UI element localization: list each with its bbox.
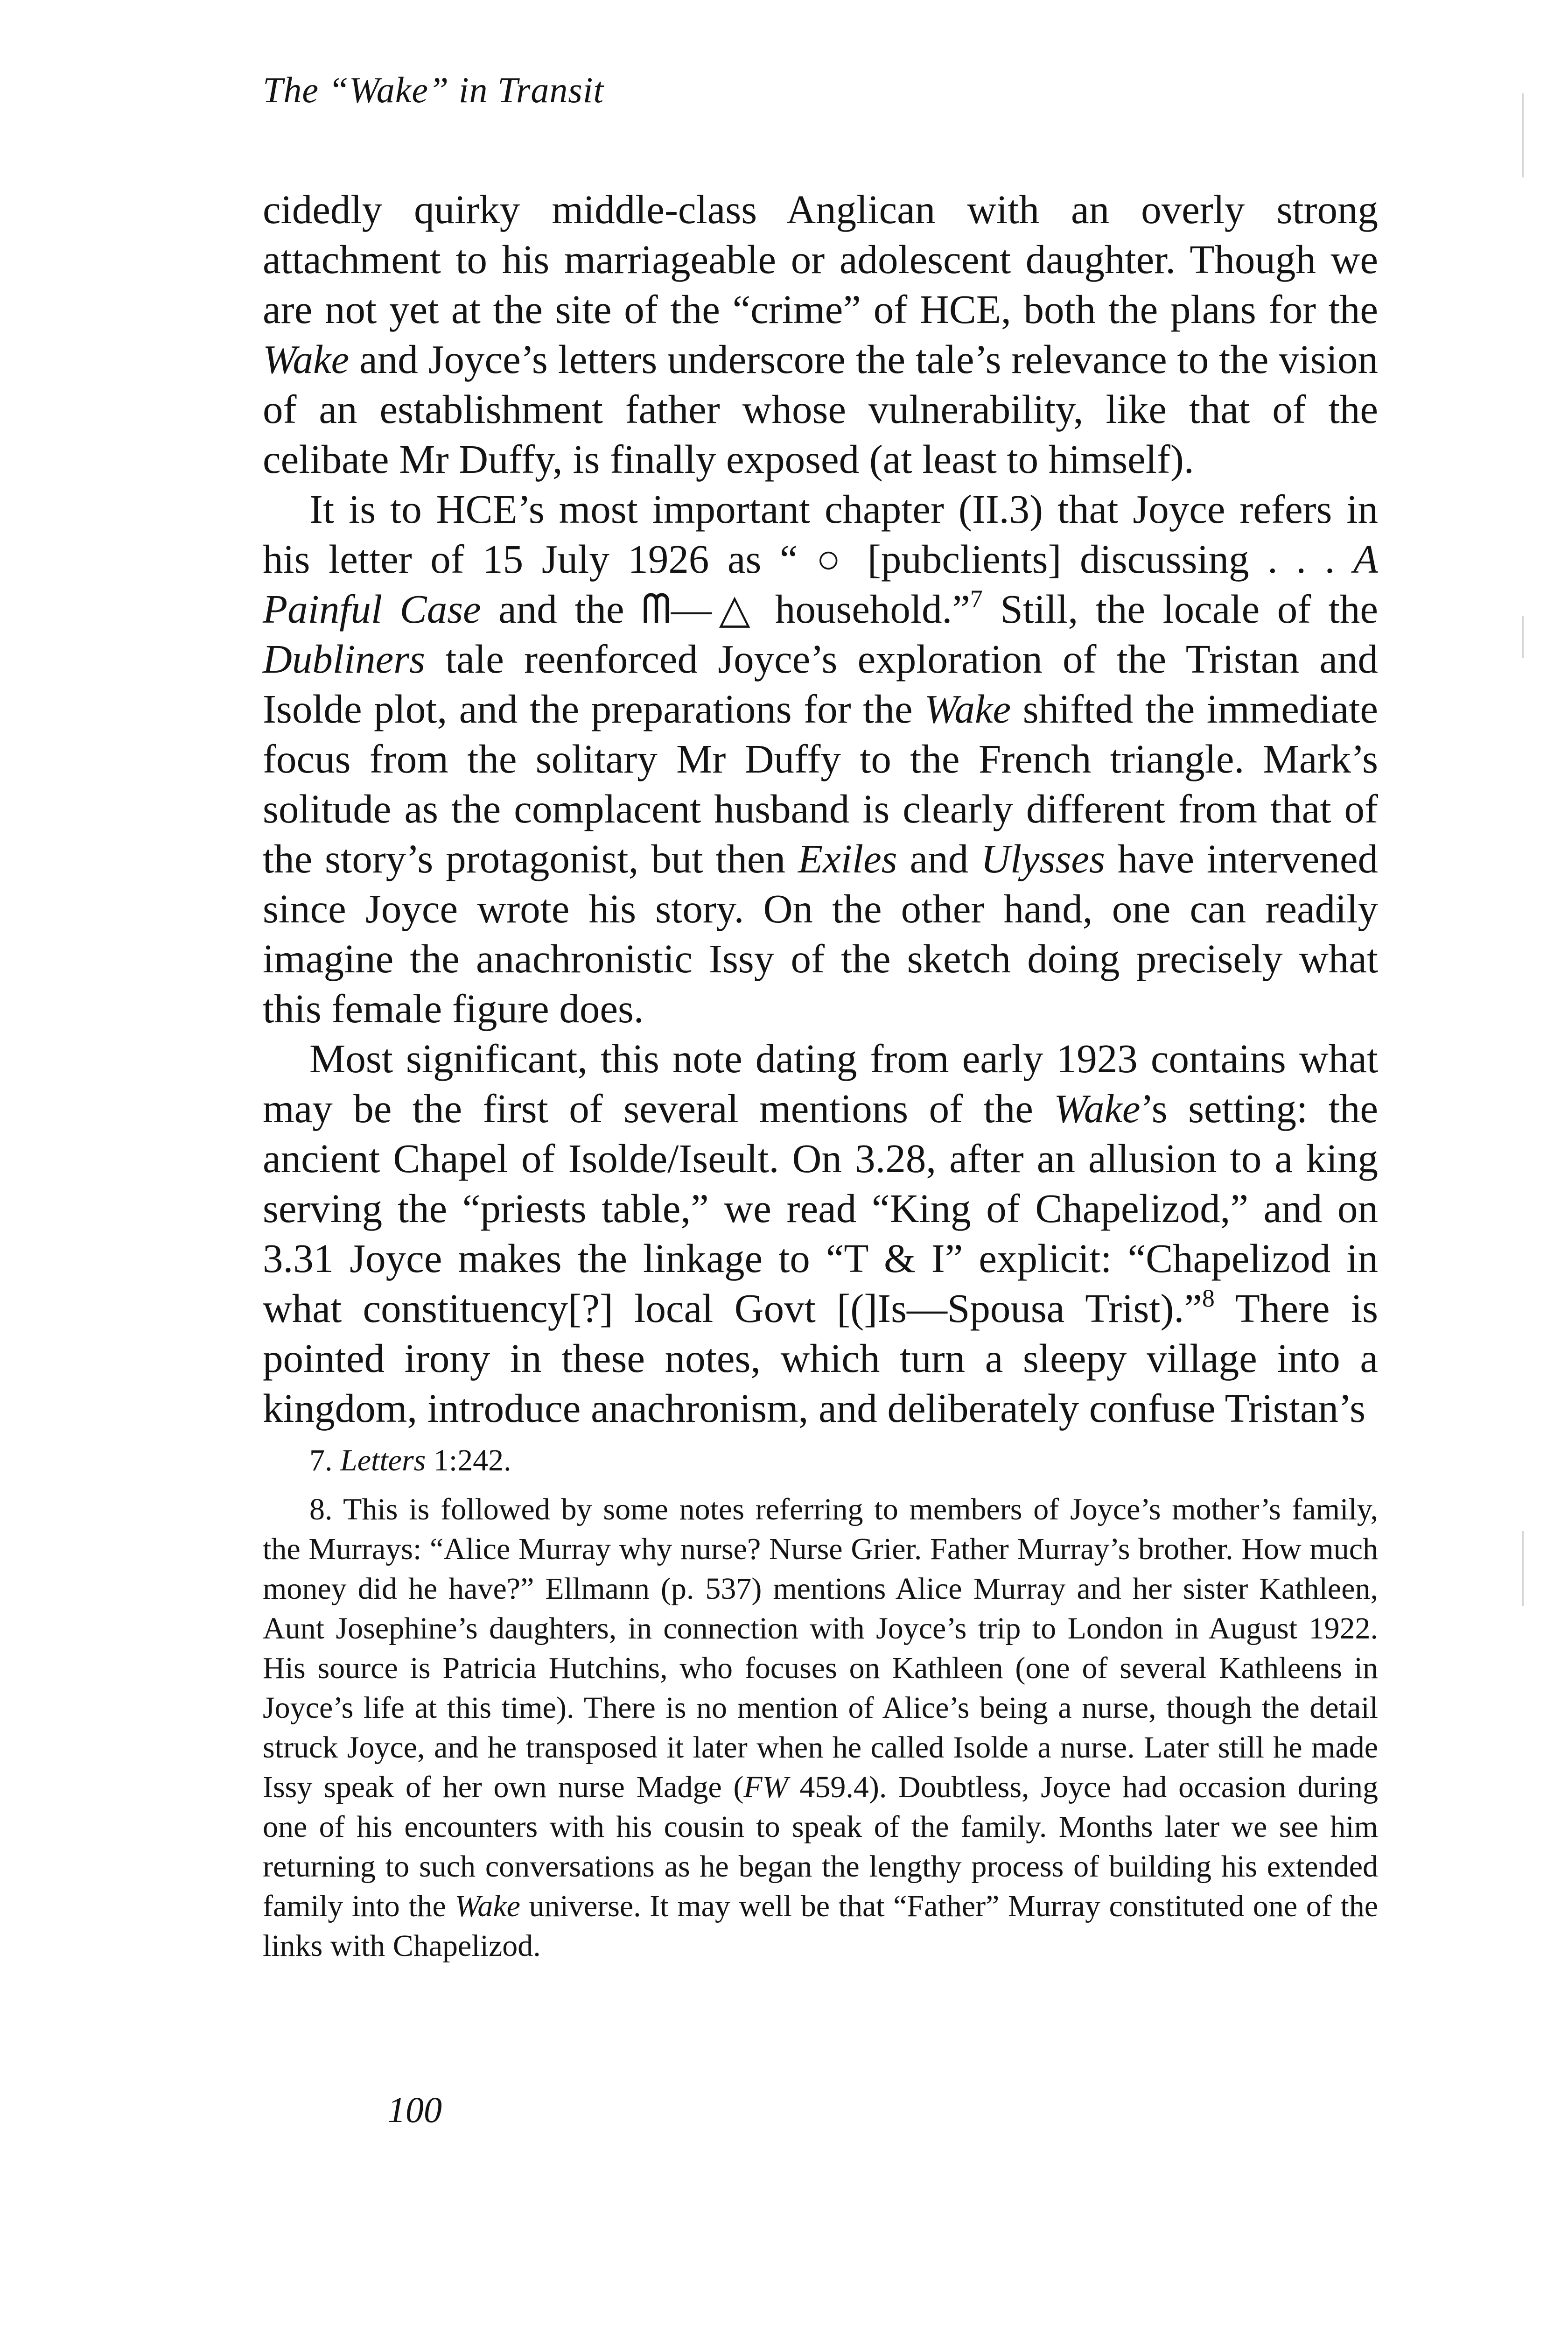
footnote-7 <box>263 1441 1378 1480</box>
footnote-8-italic-wake: Wake <box>455 1889 520 1923</box>
paragraph-2-italic-a-painful-case: A Painful Case <box>263 536 1378 632</box>
footnote-ref-8[interactable]: 8 <box>1202 1284 1215 1313</box>
paragraph-1 <box>263 184 1378 484</box>
page-number: 100 <box>387 2089 442 2130</box>
paragraph-3 <box>263 1033 1378 1433</box>
footnote-8-text-a: This is followed by some notes referring to members of Joyce’s mother’s family, the Murrays: “Alice Murray why nurse? Nurse Grier. Father Murray’s brother. How much money did he have?” Ellmann (p. 537) mentions Alice Murray and her sister Kathleen, Aunt Josephine’s daughters, in connection with Joyce’s trip to London in August 1922. His source is Patricia Hutchins, who focuses on Kathleen (one of several Kathleens in Joyce’s life at this time). There is no mention of Alice’s being a nurse, though the detail struck Joyce, and he transposed it later when he called Isolde a nurse. Later still he made Issy speak of her own nurse Madge ( <box>263 1492 1378 1804</box>
paragraph-1-text-a: cidedly quirky middle-class Anglican with an overly strong attachment to his marriageable or adolescent daughter. Though we are not yet at the site of the “crime” of HCE, both the plans for the <box>263 187 1378 332</box>
paragraph-1-italic-wake: Wake <box>263 337 350 382</box>
footnote-ref-7[interactable]: 7 <box>970 585 983 613</box>
footnote-8-text-c: universe. It may well be that “Father” Murray constituted one of the links with Chapelizod. <box>263 1889 1378 1963</box>
footnote-7-number: 7. <box>309 1443 333 1477</box>
paragraph-2-italic-exiles: Exiles <box>798 836 897 881</box>
paragraph-3-italic-wake: Wake <box>1054 1086 1141 1131</box>
paragraph-2-text-e: shifted the immediate focus from the solitary Mr Duffy to the French triangle. Mark’s solitude as the complacent husband is clearly different from that of the story’s protagonist, but then <box>263 686 1378 881</box>
footnote-8-number: 8. <box>309 1492 333 1526</box>
scan-edge-mark <box>1522 1531 1524 1606</box>
paragraph-2-text-f: and <box>897 836 981 881</box>
paragraph-2 <box>263 484 1378 1033</box>
paragraph-2-italic-dubliners: Dubliners <box>263 636 425 682</box>
paragraph-2-italic-ulysses: Ulysses <box>981 836 1105 881</box>
paragraph-1-text-b: and Joyce’s letters underscore the tale’s relevance to the vision of an establishment father whose vulnerability, like that of the celibate Mr Duffy, is finally exposed (at least to himself). <box>263 337 1378 482</box>
paragraph-2-italic-wake: Wake <box>924 686 1011 731</box>
footnotes <box>263 1441 1378 1966</box>
footnote-8-text-b: 459.4). Doubtless, Joyce had occasion during one of his encounters with his cousin to speak of the family. Months later we see him returning to such conversations as he began the lengthy process of building his extended family into the <box>263 1770 1378 1923</box>
footnote-8 <box>263 1490 1378 1966</box>
footnote-7-italic-letters: Letters <box>340 1443 426 1477</box>
scan-edge-mark <box>1522 616 1524 658</box>
paragraph-2-text-a: It is to HCE’s most important chapter (II.3) that Joyce refers in his letter of 15 July 1926 as “ ○ [pubclients] discussing . . . <box>263 486 1378 582</box>
paragraph-3-text-b: ’s setting: the ancient Chapel of Isolde/Iseult. On 3.28, after an allusion to a king serving the “priests table,” we read “King of Chapelizod,” and on 3.31 Joyce makes the linkage to “T & I” explicit: “Chapelizod in what constituency[?] local Govt [(]Is—Spousa Trist).” <box>263 1086 1379 1331</box>
paragraph-3-text-c: There is pointed irony in these notes, which turn a sleepy village into a kingdom, introduce anachronism, and deliberately confuse Tristan’s <box>263 1286 1378 1431</box>
paragraph-2-text-c: Still, the locale of the <box>982 586 1378 632</box>
paragraph-2-text-g: have intervened since Joyce wrote his story. On the other hand, one can readily imagine the anachronistic Issy of the sketch doing precisely what this female figure does. <box>263 836 1379 1031</box>
footnote-7-text: 1:242. <box>426 1443 511 1477</box>
paragraph-2-text-b: and the ᗰ—△ household.” <box>481 586 970 632</box>
body-text <box>263 184 1378 1433</box>
paragraph-3-text-a: Most significant, this note dating from early 1923 contains what may be the first of several mentions of the <box>263 1036 1378 1131</box>
running-head: The “Wake” in Transit <box>263 70 604 110</box>
scan-edge-mark <box>1522 93 1524 177</box>
paragraph-2-text-d: tale reenforced Joyce’s exploration of the Tristan and Isolde plot, and the preparations for the <box>263 636 1378 731</box>
footnote-8-italic-fw: FW <box>743 1770 788 1804</box>
